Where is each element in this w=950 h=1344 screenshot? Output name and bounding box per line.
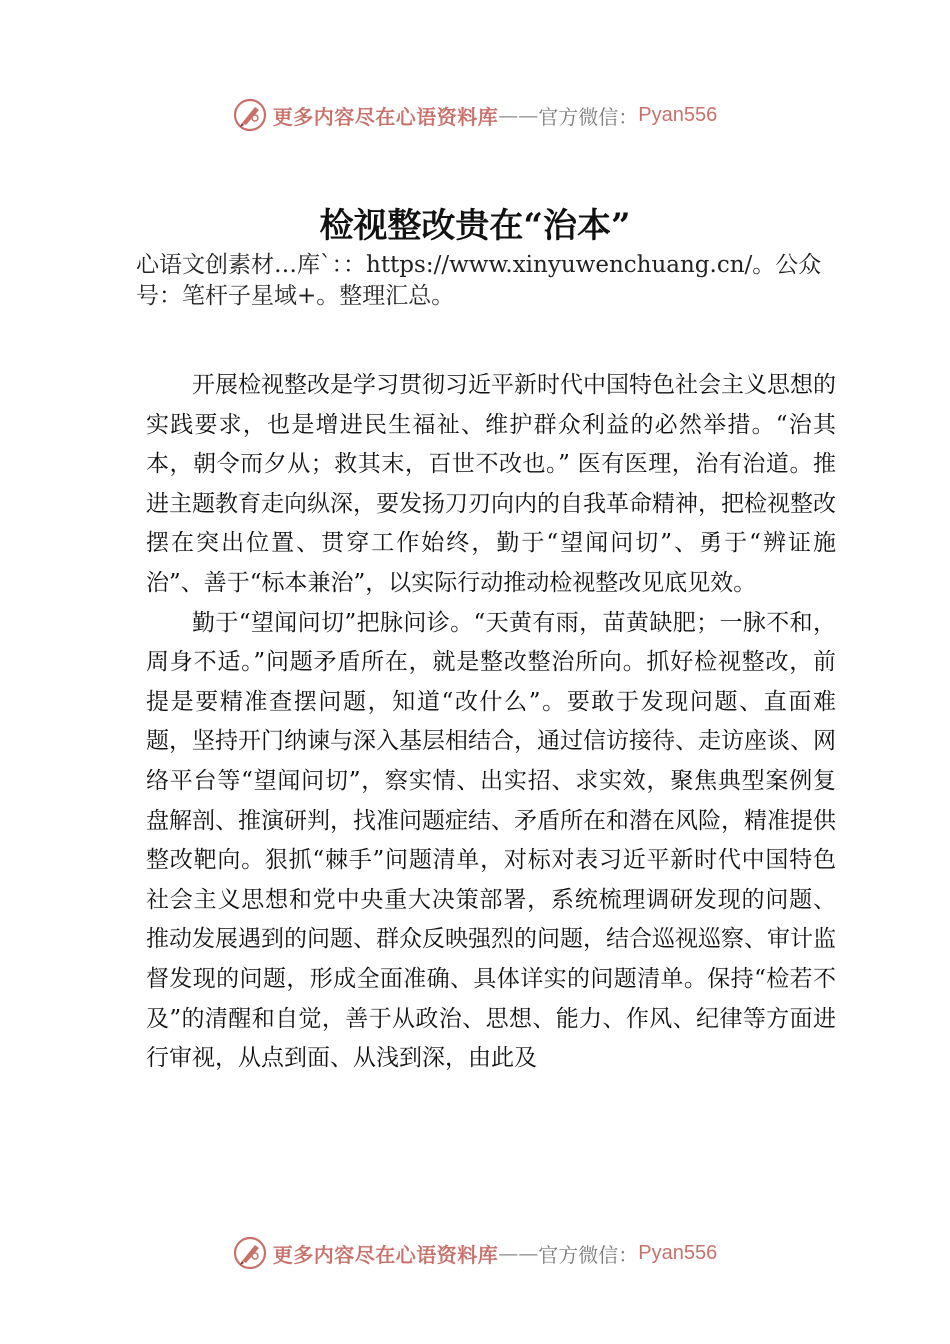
document-body — [146, 366, 836, 1079]
banner-wechat-label: 官方微信： — [538, 104, 639, 129]
banner-separator: —— — [498, 103, 539, 127]
document-title: 检视整改贵在“治本” — [319, 206, 631, 246]
quill-pen-logo-icon — [233, 1236, 267, 1270]
banner-wechat-label: 官方微信： — [538, 1242, 639, 1267]
source-line: 心语文创素材…库`：：https://www.xinyuwenchuang.cn/。公众号：笔杆子星域+。整理汇总。 — [136, 252, 822, 309]
paragraph: 开展检视整改是学习贯彻习近平新时代中国特色社会主义思想的实践要求，也是增进民生福祉、维护群众利益的必然举措。“治其本，朝令而夕从；救其末，百世不改也。” 医有医理，治有治道。推进主题教育走向纵深，要发扬刀刃向内的自我革命精神，把检视整改摆在突出位置、贯穿工作始终，勤于“望闻问切”、勇于“辨证施治”、善于“标本兼治”，以实际行动推动检视整改见底见效。 — [146, 372, 836, 596]
banner-separator: —— — [498, 1241, 539, 1265]
banner-main-text: 更多内容尽在心语资料库 — [272, 1242, 499, 1267]
paragraph: 勤于“望闻问切”把脉问诊。“天黄有雨，苗黄缺肥；一脉不和，周身不适。”问题矛盾所在，就是整改整治所向。抓好检视整改，前提是要精准查摆问题，知道“改什么”。要敢于发现问题、直面难题，坚持开门纳谏与深入基层相结合，通过信访接待、走访座谈、网络平台等“望闻问切”，察实情、出实招、求实效，聚焦典型案例复盘解剖、推演研判，找准问题症结、矛盾所在和潜在风险，精准提供整改靶向。狠抓“棘手”问题清单，对标对表习近平新时代中国特色社会主义思想和党中央重大决策部署，系统梳理调研发现的问题、 推动发展遇到的问题、群众反映强烈的问题，结合巡视巡察、审计监督发现的问题，形成全面准确、具体详实的问题清单。保持“检若不及”的清醒和自觉，善于从政治、思想、能力、作风、纪律等方面进行审视，从点到面、从浅到深，由此及 — [146, 609, 836, 1072]
banner-wechat-id: Pyan556 — [638, 103, 718, 126]
banner-wechat-id: Pyan556 — [638, 1241, 718, 1264]
banner-main-text: 更多内容尽在心语资料库 — [272, 104, 499, 129]
footer-banner — [0, 1233, 950, 1273]
quill-pen-logo-icon — [233, 98, 267, 132]
header-banner — [0, 95, 950, 135]
